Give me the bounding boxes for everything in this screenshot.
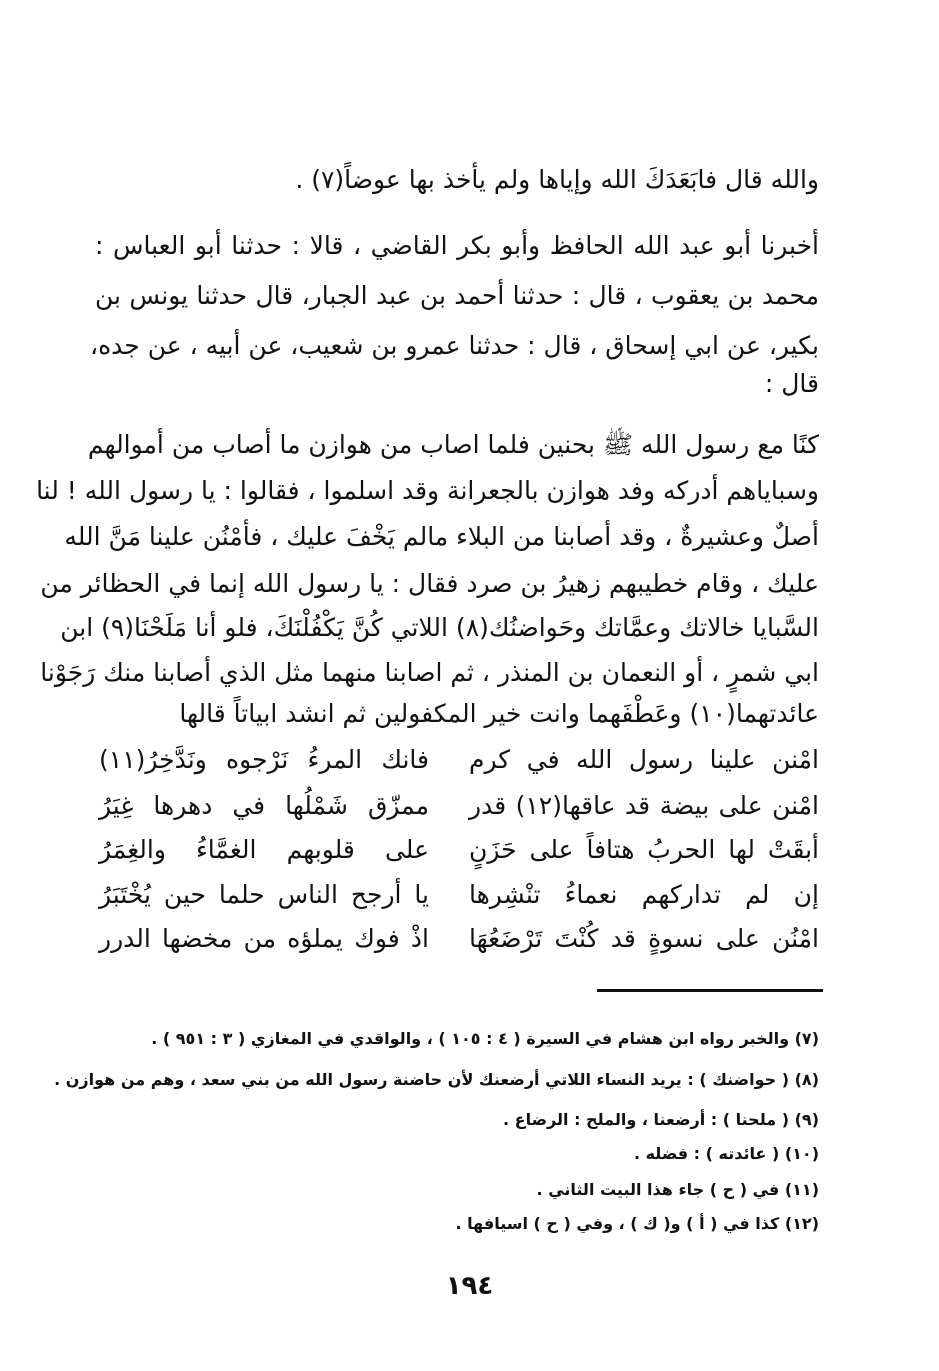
footnote: (٩) ( ملحنا ) : أرضعنا ، والملح : الرضاع . [503, 1110, 819, 1129]
footnote: (١٠) ( عائدته ) : فضله . [633, 1144, 819, 1163]
footnote: (٨) ( حواضنك ) : يريد النساء اللاتي أرضعنك لأن حاضنة رسول الله من بني سعد ، وهم من هوازن . [54, 1070, 819, 1089]
poem-hemistich-first: إن لم تداركهم نعماءُ تنْشِرها [469, 880, 819, 909]
paragraph-line: السَّبايا خالاتك وعمَّاتك وحَواضنُك(٨) اللاتي كُنَّ يَكْفُلْنَكَ، فلو أنا مَلَحْنَا(٩) ابن [60, 613, 819, 642]
footnote-separator [597, 989, 823, 992]
paragraph-line: وسباياهم أدركه وفد هوازن بالجعرانة وقد اسلموا ، فقالوا : يا رسول الله ! لنا [36, 476, 819, 505]
poem-hemistich-first: أبقَتْ لها الحربُ هتافاً على حَزَنٍ [469, 835, 819, 864]
paragraph-line: ابي شمرٍ ، أو النعمان بن المنذر ، ثم اصابنا منهما مثل الذي أصابنا منك رَجَوْنا [40, 658, 819, 687]
paragraph-line: قال : [764, 369, 819, 398]
paragraph-line: والله قال فابَعَدَكَ الله وإياها ولم يأخذ بها عوضاً(٧) . [295, 165, 819, 194]
paragraph-line: بكير، عن ابي إسحاق ، قال : حدثنا عمرو بن شعيب، عن أبيه ، عن جده، [90, 331, 819, 360]
paragraph-line: كنًا مع رسول الله ﷺ بحنين فلما اصاب من هوازن ما أصاب من أموالهم [87, 430, 819, 459]
poem-hemistich-second: اذْ فوك يملؤه من مخضها الدرر [99, 924, 429, 953]
footnote: (١١) في ( ح ) جاء هذا البيت الثاني . [536, 1180, 819, 1199]
poem-hemistich-second: ممزّق شَمْلُها في دهرها غِيَرُ [99, 791, 429, 820]
poem-hemistich-second: يا أرجح الناس حلما حين يُخْتَبَرُ [99, 880, 429, 909]
poem-hemistich-first: امْنن علينا رسول الله في كرم [469, 745, 819, 774]
poem-hemistich-first: امْنُن على نسوةٍ قد كُنْتَ تَرْضَعُهَا [469, 924, 819, 953]
footnote: (١٢) كذا في ( أ ) و( ك ) ، وفي ( ح ) اسيافها . [455, 1214, 819, 1233]
paragraph-line: عليك ، وقام خطيبهم زهيرُ بن صرد فقال : يا رسول الله إنما في الحظائر من [40, 569, 819, 598]
poem-hemistich-second: على قلوبهم الغمَّاءُ والغِمَرُ [99, 835, 429, 864]
footnote: (٧) والخبر رواه ابن هشام في السيرة ( ٤ : ١٠٥ ) ، والواقدي في المغازي ( ٣ : ٩٥١ ) . [151, 1029, 819, 1048]
paragraph-line: أصلٌ وعشيرةٌ ، وقد أصابنا من البلاء مالم يَخْفَ عليك ، فأمْنُن علينا مَنَّ الله [64, 522, 819, 551]
poem-hemistich-second: فانك المرءُ نَرْجوه ونَدَّخِرُ(١١) [99, 745, 429, 774]
page-number: ١٩٤ [445, 1271, 494, 1301]
paragraph-line: عائدتهما(١٠) وعَطْفَهما وانت خير المكفولين ثم انشد ابياتاً قالها [179, 699, 819, 728]
paragraph-line: محمد بن يعقوب ، قال : حدثنا أحمد بن عبد الجبار، قال حدثنا يونس بن [95, 281, 819, 310]
poem-hemistich-first: امْنن على بيضة قد عاقها(١٢) قدر [469, 791, 819, 820]
paragraph-line: أخبرنا أبو عبد الله الحافظ وأبو بكر القاضي ، قالا : حدثنا أبو العباس : [95, 231, 819, 260]
